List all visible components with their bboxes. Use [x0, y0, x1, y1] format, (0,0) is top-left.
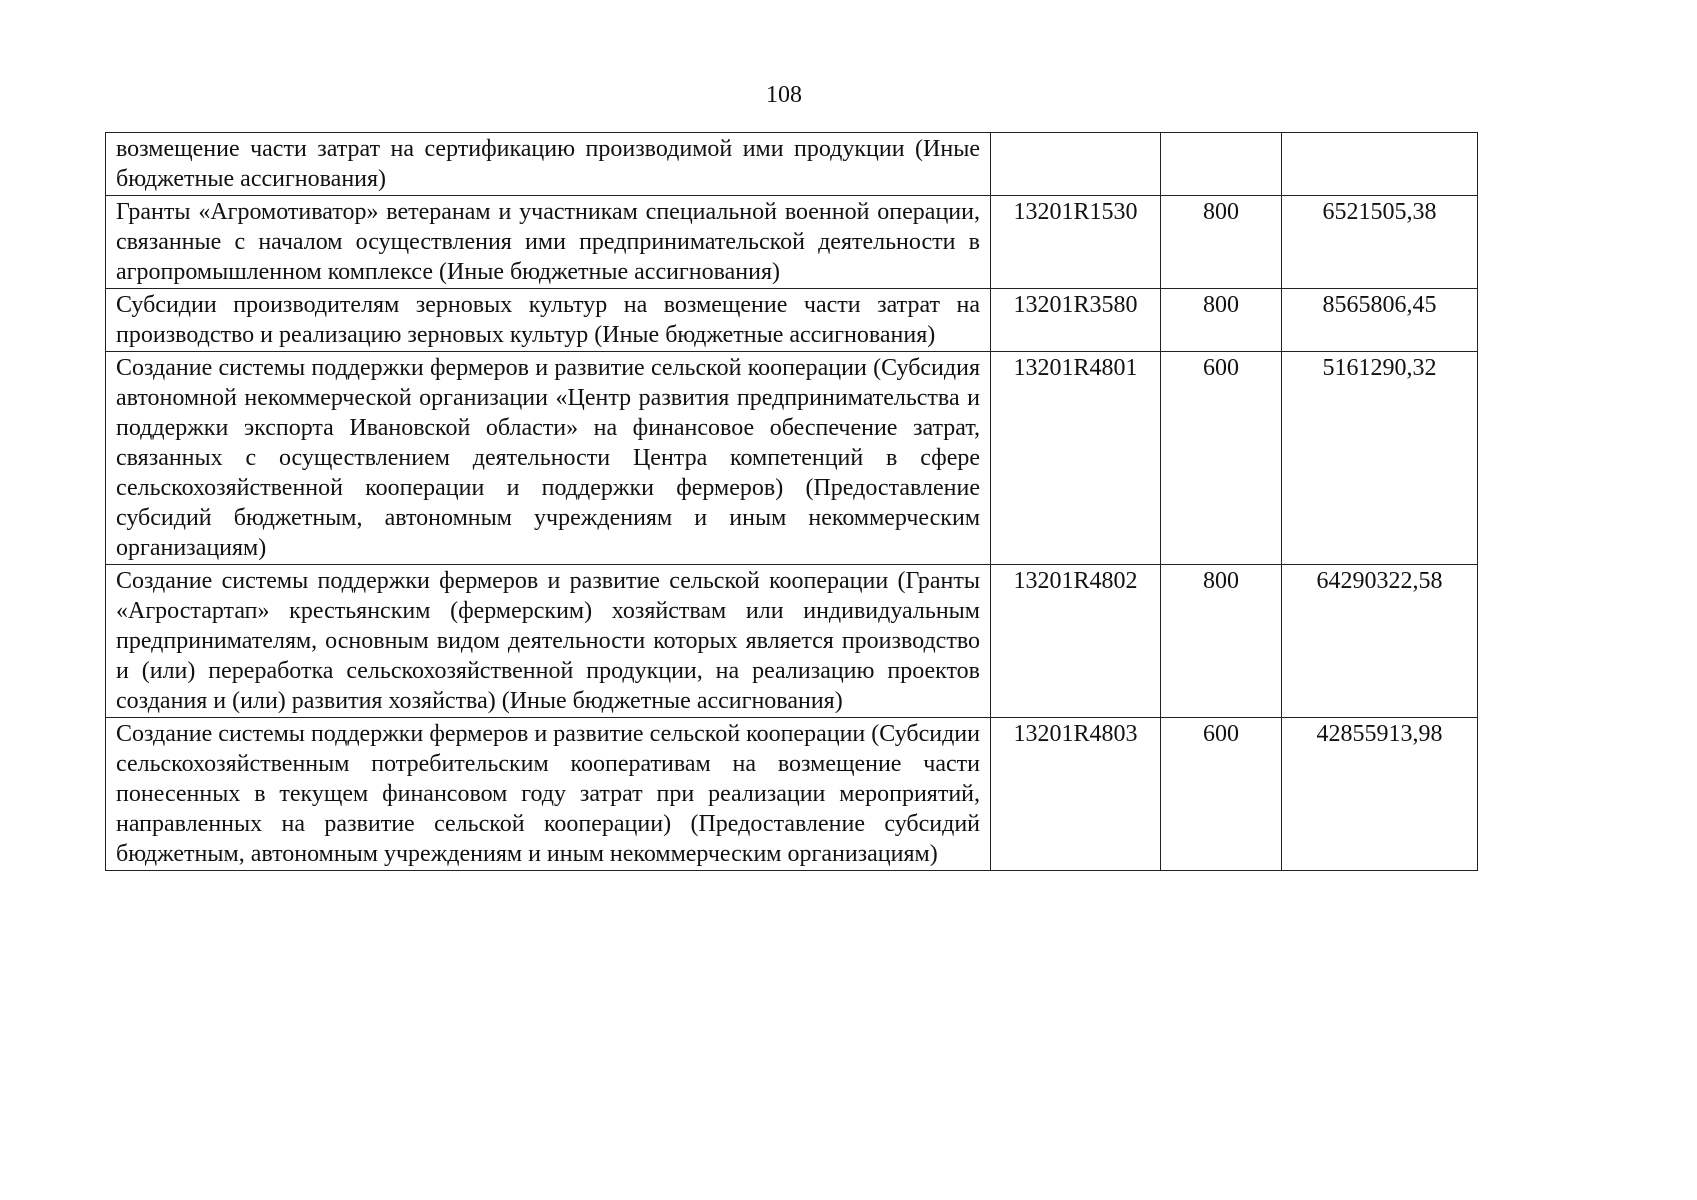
- row-expense-type: 800: [1161, 289, 1282, 352]
- row-expense-type: 800: [1161, 196, 1282, 289]
- table-row: [106, 718, 1478, 871]
- row-expense-type: 600: [1161, 352, 1282, 565]
- row-description: Создание системы поддержки фермеров и развитие сельской кооперации (Гранты «Агростартап» крестьянским (фермерским) хозяйствам или индивидуальным предпринимателям, основным видом деятельности которых является производство и (или) переработка сельскохозяйственной продукции, на реализацию проектов создания и (или) развития хозяйства) (Иные бюджетные ассигнования): [106, 565, 991, 718]
- row-amount: 8565806,45: [1282, 289, 1478, 352]
- row-expense-type: [1161, 133, 1282, 196]
- row-target-code: [991, 133, 1161, 196]
- table-row: [106, 196, 1478, 289]
- table-row: [106, 289, 1478, 352]
- row-amount: 6521505,38: [1282, 196, 1478, 289]
- table-row: [106, 133, 1478, 196]
- row-description: Субсидии производителям зерновых культур на возмещение части затрат на производство и реализацию зерновых культур (Иные бюджетные ассигнования): [106, 289, 991, 352]
- row-description: Создание системы поддержки фермеров и развитие сельской кооперации (Субсидия автономной некоммерческой организации «Центр развития предпринимательства и поддержки экспорта Ивановской области» на финансовое обеспечение затрат, связанных с осуществлением деятельности Центра компетенций в сфере сельскохозяйственной кооперации и поддержки фермеров) (Предоставление субсидий бюджетным, автономным учреждениям и иным некоммерческим организациям): [106, 352, 991, 565]
- row-target-code: 13201R4803: [991, 718, 1161, 871]
- page-number: 108: [766, 82, 802, 108]
- row-target-code: 13201R1530: [991, 196, 1161, 289]
- row-expense-type: 600: [1161, 718, 1282, 871]
- row-target-code: 13201R4802: [991, 565, 1161, 718]
- row-expense-type: 800: [1161, 565, 1282, 718]
- row-description: Гранты «Агромотиватор» ветеранам и участникам специальной военной операции, связанные с началом осуществления ими предпринимательской деятельности в агропромышленном комплексе (Иные бюджетные ассигнования): [106, 196, 991, 289]
- table-row: [106, 565, 1478, 718]
- row-amount: 5161290,32: [1282, 352, 1478, 565]
- budget-table: [105, 132, 1478, 871]
- row-target-code: 13201R3580: [991, 289, 1161, 352]
- row-amount: [1282, 133, 1478, 196]
- row-amount: 42855913,98: [1282, 718, 1478, 871]
- row-target-code: 13201R4801: [991, 352, 1161, 565]
- row-description: Создание системы поддержки фермеров и развитие сельской кооперации (Субсидии сельскохозяйственным потребительским кооперативам на возмещение части понесенных в текущем финансовом году затрат при реализации мероприятий, направленных на развитие сельской кооперации) (Предоставление субсидий бюджетным, автономным учреждениям и иным некоммерческим организациям): [106, 718, 991, 871]
- row-description: возмещение части затрат на сертификацию производимой ими продукции (Иные бюджетные ассигнования): [106, 133, 991, 196]
- row-amount: 64290322,58: [1282, 565, 1478, 718]
- budget-table-body: [106, 133, 1478, 871]
- table-row: [106, 352, 1478, 565]
